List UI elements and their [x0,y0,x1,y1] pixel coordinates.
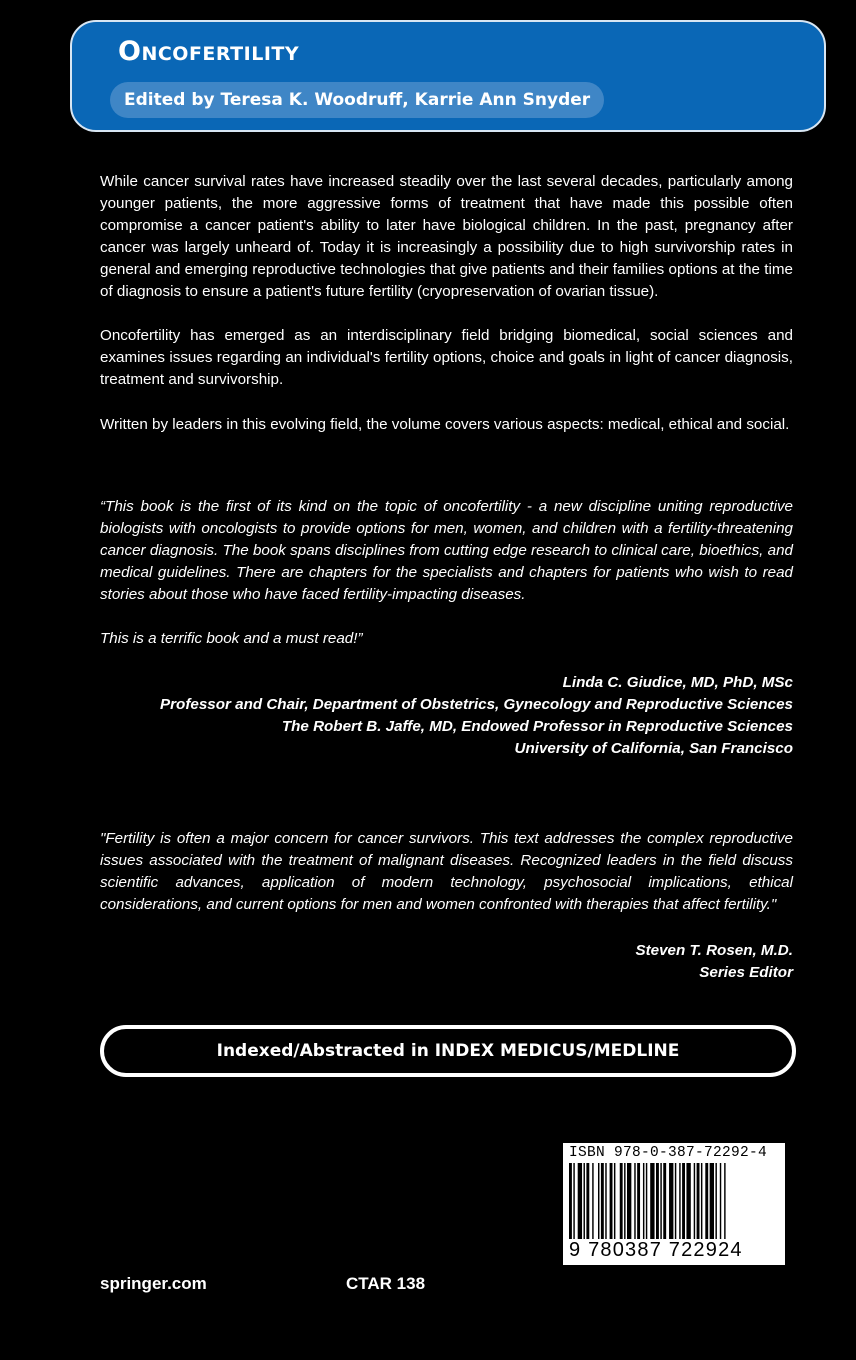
barcode-bar [710,1163,714,1239]
barcode-bar [663,1163,666,1239]
isbn-text: ISBN 978-0-387-72292-4 [569,1145,768,1161]
isbn-barcode [563,1143,785,1265]
indexed-banner: Indexed/Abstracted in INDEX MEDICUS/MEDLINE [100,1025,796,1077]
barcode-bar [656,1163,659,1239]
review-quote-2: "Fertility is often a major concern for cancer survivors. This text addresses the complex reproductive issues associated with the treatment of malignant diseases. Recognized leaders in the field discuss scientific advances, application of modern technology, psychosocial implications, ethical considerations, and current options for men and women confronted with therapies that affect fertility." [100,830,793,913]
barcode-bar [701,1163,702,1239]
barcode-bar [669,1163,673,1239]
reviewer-title-2: The Robert B. Jaffe, MD, Endowed Professor in Reproductive Sciences [281,718,793,735]
barcode-bar [614,1163,615,1239]
barcode-bar [610,1163,613,1239]
book-title: Oncofertility [118,36,300,67]
barcode-bar [643,1163,644,1239]
review-attribution-2 [635,940,793,984]
barcode-bar [634,1163,635,1239]
barcode-bar [686,1163,690,1239]
barcode-bar [598,1163,599,1239]
barcode-bar [675,1163,676,1239]
website-label: springer.com [100,1274,207,1293]
barcode-bar [627,1163,631,1239]
barcode-bar [715,1163,716,1239]
title-banner [70,20,826,132]
barcode-bar [660,1163,661,1239]
description-paragraph-3: Written by leaders in this evolving field, the volume covers various aspects: medical, ethical and social. [100,416,790,433]
barcode-bar [584,1163,585,1239]
barcode-bar [720,1163,721,1239]
barcode-bar [569,1163,572,1239]
review-attribution-1 [160,672,793,760]
reviewer-title-1: Professor and Chair, Department of Obstetrics, Gynecology and Reproductive Sciences [160,696,793,713]
description-paragraph-2: Oncofertility has emerged as an interdisciplinary field bridging biomedical, social sciences and examines issues regarding an individual's fertility options, choice and goals in light of cancer diagnosis, treatment and survivorship. [100,327,793,388]
barcode-bar [694,1163,695,1239]
barcode-bars-icon [569,1163,779,1239]
ean-digits: 9 780387 722924 [569,1239,743,1261]
reviewer-2-title: Series Editor [699,964,793,981]
barcode-bar [624,1163,625,1239]
review-quote-1: “This book is the first of its kind on the topic of oncofertility - a new discipline uniting reproductive biologists with oncologists to provide options for men, women, and children with a fertility-threatening cancer diagnosis. The book spans disciplines from cutting edge research to clinical care, bioethics, and medical guidelines. There are chapters for the specialists and chapters for patients who wish to read stories about those who have faced fertility-impacting diseases. [100,498,793,603]
barcode-bar [679,1163,680,1239]
barcode-bar [697,1163,700,1239]
barcode-bar [578,1163,582,1239]
barcode-bar [586,1163,589,1239]
barcode-bar [573,1163,574,1239]
reviewer-2-name: Steven T. Rosen, M.D. [635,942,793,959]
barcode-bar [592,1163,593,1239]
description-paragraph-1: While cancer survival rates have increased steadily over the last several decades, particularly among younger patients, the more aggressive forms of treatment that have made this possible often compromise a cancer patient's ability to later have biological children. In the past, pregnancy after cancer was largely unheard of. Today it is increasingly a possibility due to high survivorship rates in general and emerging reproductive technologies that give patients and their families options at the time of diagnosis to ensure a patient's future fertility (cryopreservation of ovarian tissue). [100,173,793,300]
barcode-bar [620,1163,623,1239]
barcode-bar [705,1163,708,1239]
barcode-bar [637,1163,640,1239]
barcode-bar [601,1163,604,1239]
reviewer-name: Linda C. Giudice, MD, PhD, MSc [562,674,793,691]
barcode-bar [646,1163,647,1239]
barcode-bar [650,1163,654,1239]
review-quote-1-closing: This is a terrific book and a must read!” [100,630,363,647]
series-code: CTAR 138 [346,1274,426,1293]
reviewer-institution: University of California, San Francisco [514,740,793,757]
barcode-bar [724,1163,725,1239]
editors-label: Edited by Teresa K. Woodruff, Karrie Ann Snyder [110,82,604,118]
barcode-bar [682,1163,685,1239]
barcode-bar [605,1163,606,1239]
